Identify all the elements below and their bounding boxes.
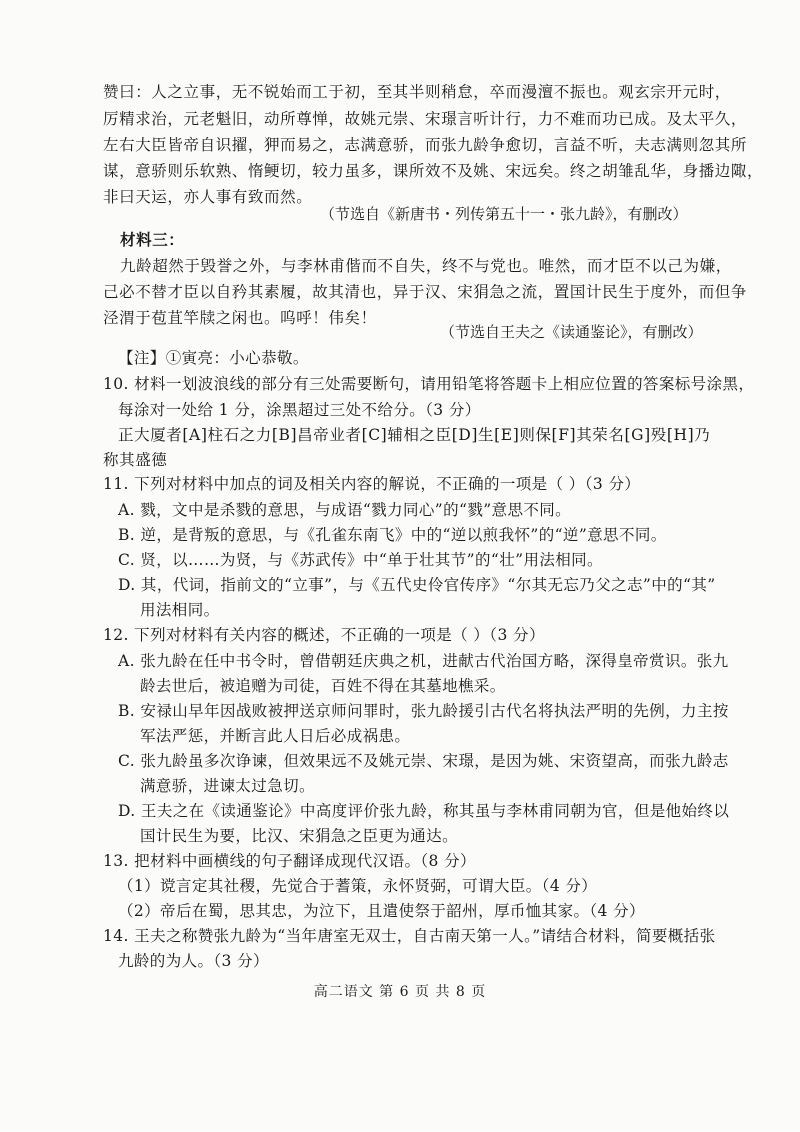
q12-option-b-line-2: 军法严惩，并断言此人日后必成祸患。 xyxy=(140,727,411,745)
q11-option-d-line-2: 用法相同。 xyxy=(140,601,220,619)
q14-stem-line-2: 九龄的为人。（3 分） xyxy=(118,952,269,970)
material2-source: （节选自《新唐书・列传第五十一・张九龄》，有删改） xyxy=(320,205,688,223)
q12-option-c-line-1: C. 张九龄虽多次诤谏，但效果远不及姚元崇、宋璟，是因为姚、宋资望高，而张九龄志 xyxy=(118,752,729,770)
q12-option-c-line-2: 满意骄，进谏太过急切。 xyxy=(140,777,315,795)
material2-line-1: 赞曰：人之立事，无不锐始而工于初，至其半则稍怠，卒而漫澶不振也。观玄宗开元时， xyxy=(103,83,731,101)
q11-option-a: A. 戮，文中是杀戮的意思，与成语“戮力同心”的“戮”意思不同。 xyxy=(118,501,572,519)
q10-stem-line-2: 每涂对一处给 1 分，涂黑超过三处不给分。（3 分） xyxy=(118,401,481,419)
q12-stem: 12. 下列对材料有关内容的概述，不正确的一项是（ ）（3 分） xyxy=(103,626,545,644)
q12-option-a-line-2: 龄去世后，被追赠为司徒，百姓不得在其墓地樵采。 xyxy=(140,677,506,695)
q12-option-a-line-1: A. 张九龄在任中书令时，曾借朝廷庆典之机，进献古代治国方略，深得皇帝赏识。张九 xyxy=(118,652,729,670)
q10-sentence-line-1: 正大厦者[A]柱石之力[B]昌帝业者[C]辅相之臣[D]生[E]则保[F]其荣名[G]殁[H]乃 xyxy=(118,426,711,444)
material2-line-4: 谋，意骄则乐软熟、惰鲠切，较力虽多，课所效不及姚、宋远矣。终之胡雏乱华，身播边陬， xyxy=(103,162,764,180)
q11-stem: 11. 下列对材料中加点的词及相关内容的解说，不正确的一项是（ ）（3 分） xyxy=(103,475,641,493)
material3-line-2: 己必不替才臣以自矜其素履，故其清也，异于汉、宋狷急之流，置国计民生于度外，而但争 xyxy=(103,283,748,301)
q12-option-b-line-1: B. 安禄山早年因战败被押送京师问罪时，张九龄援引古代名将执法严明的先例，力主按 xyxy=(118,702,729,720)
q14-stem-line-1: 14. 王夫之称赞张九龄为“当年唐室无双士，自古南天第一人。”请结合材料，简要概括张 xyxy=(103,927,716,945)
q10-stem-line-1: 10. 材料一划波浪线的部分有三处需要断句，请用铅笔将答题卡上相应位置的答案标号涂黑， xyxy=(103,375,755,393)
material3-source: （节选自王夫之《读通鉴论》，有删改） xyxy=(440,323,703,341)
q12-option-d-line-1: D. 王夫之在《读通鉴论》中高度评价张九龄，称其虽与李林甫同朝为官，但是他始终以 xyxy=(118,802,730,820)
material2-line-3: 左右大臣皆帝自识擢，狎而易之，志满意骄，而张九龄争愈切，言益不听，夫志满则忽其所 xyxy=(103,136,748,154)
material3-heading: 材料三： xyxy=(120,230,185,249)
q12-option-d-line-2: 国计民生为要，比汉、宋狷急之臣更为通达。 xyxy=(140,827,459,845)
annotation-note: 【注】①寅亮：小心恭敬。 xyxy=(118,349,309,367)
q13-stem: 13. 把材料中画横线的句子翻译成现代汉语。（8 分） xyxy=(103,852,476,870)
q10-sentence-line-2: 称其盛德 xyxy=(103,451,168,469)
material2-line-2: 厉精求治，元老魁旧，动所尊惮，故姚元崇、宋璟言听计行，力不难而功已成。及太平久， xyxy=(103,110,748,128)
page-footer: 高二语文 第 6 页 共 8 页 xyxy=(313,984,487,1000)
material3-line-3: 泾渭于苞苴竿牍之闲也。呜呼！伟矣！ xyxy=(103,309,377,327)
q11-option-b: B. 逆，是背叛的意思，与《孔雀东南飞》中的“逆以煎我怀”的“逆”意思不同。 xyxy=(118,526,667,544)
q13-item-2: （2）帝后在蜀，思其忠，为泣下，且遣使祭于韶州，厚币恤其家。（4 分） xyxy=(118,902,645,920)
q13-item-1: （1）谠言定其社稷，先觉合于蓍策，永怀贤弼，可谓大臣。（4 分） xyxy=(118,877,598,895)
q11-option-d-line-1: D. 其，代词，指前文的“立事”，与《五代史伶官传序》“尔其无忘乃父之志”中的“其” xyxy=(118,576,716,594)
material2-line-5: 非曰天运，亦人事有致而然。 xyxy=(103,188,313,206)
material3-line-1: 九龄超然于毁誉之外，与李林甫偕而不自失，终不与党也。唯然，而才臣不以己为嫌， xyxy=(120,257,732,275)
q11-option-c: C. 贤，以……为贤，与《苏武传》中“单于壮其节”的“壮”用法相同。 xyxy=(118,551,603,569)
